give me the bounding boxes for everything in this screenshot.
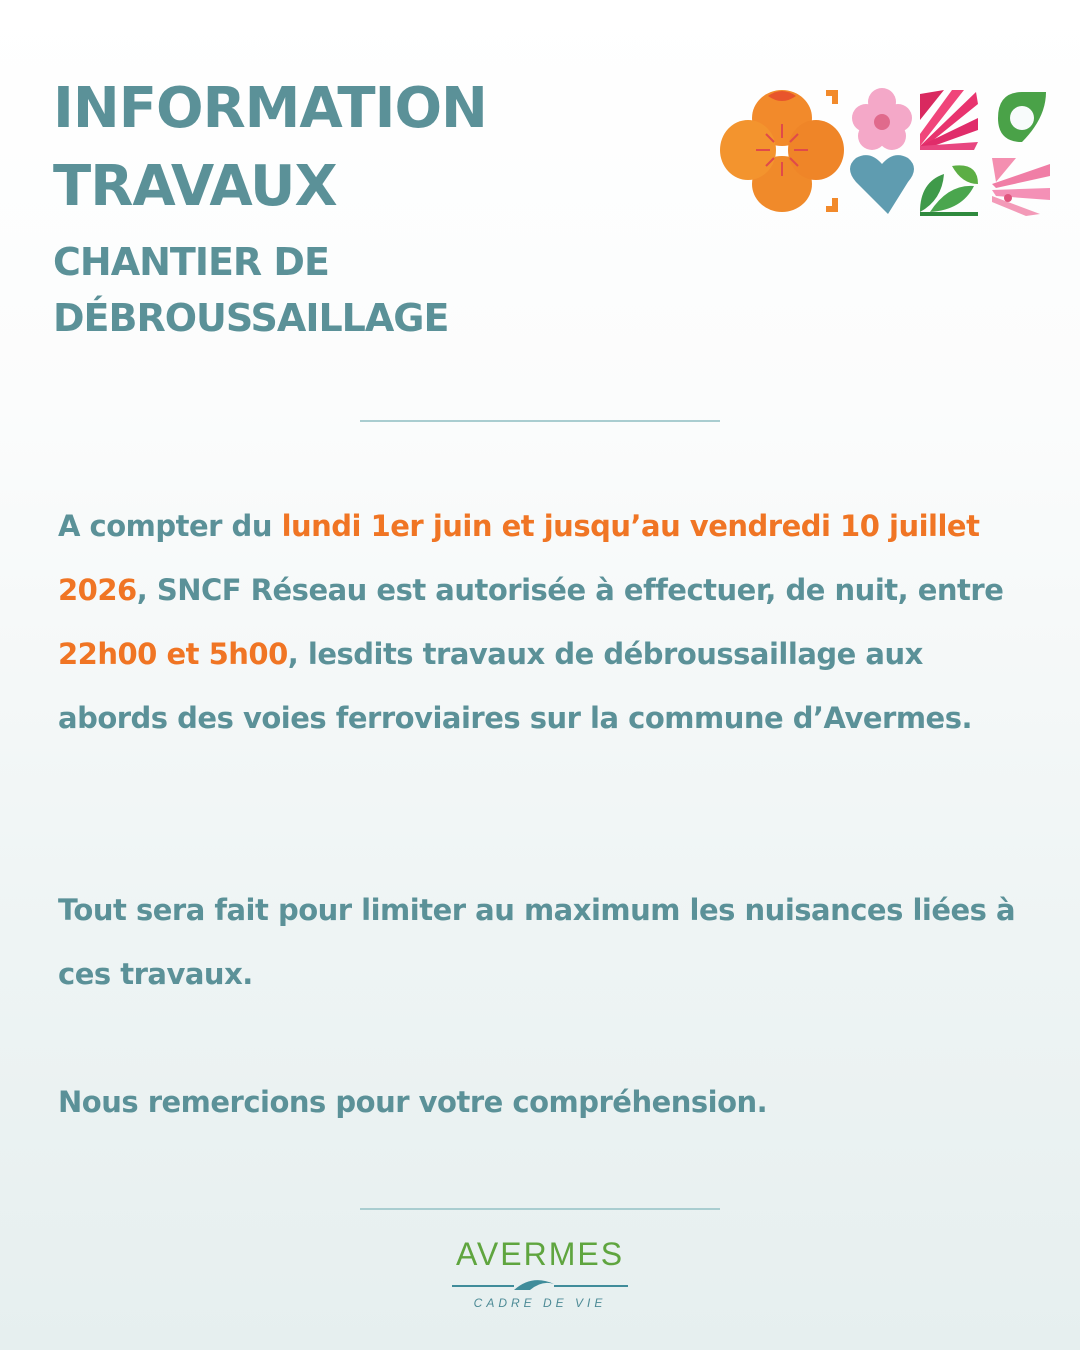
- title-line-1: INFORMATION: [53, 76, 487, 141]
- blue-heart-icon: [850, 155, 914, 214]
- orange-flower-icon: [720, 90, 844, 212]
- logo-name: AVERMES: [455, 1236, 625, 1272]
- floral-tiles-icon: [716, 84, 1054, 218]
- avermes-logo: [440, 1234, 640, 1324]
- intro-text: A compter du: [58, 509, 282, 543]
- pink-flower-icon: [852, 88, 912, 150]
- hours-highlight: 22h00 et 5h00: [58, 637, 288, 671]
- red-fan-icon: [920, 90, 978, 150]
- middle-text: , SNCF Réseau est autorisée à effectuer, de nuit, entre: [136, 573, 1004, 607]
- green-leaves-icon: [920, 165, 978, 216]
- page-title: [53, 70, 487, 226]
- bottom-divider: [360, 1208, 720, 1210]
- pink-fan-icon: [992, 158, 1050, 216]
- top-divider: [360, 420, 720, 422]
- subtitle-line-2: DÉBROUSSAILLAGE: [53, 296, 449, 340]
- closing-text: , lesdits travaux de débroussaillage aux abords des voies ferroviaires sur la commune d’Avermes.: [58, 637, 972, 735]
- logo-tagline: CADRE DE VIE: [473, 1296, 607, 1310]
- page-subtitle: [53, 234, 448, 346]
- green-leaf-icon: [998, 92, 1046, 142]
- title-line-2: TRAVAUX: [53, 154, 337, 219]
- wave-icon: [450, 1276, 630, 1292]
- main-paragraph: [58, 494, 1018, 750]
- thanks-paragraph: Nous remercions pour votre compréhension.: [58, 1085, 768, 1119]
- subtitle-line-1: CHANTIER DE: [53, 240, 329, 284]
- nuisance-paragraph: Tout sera fait pour limiter au maximum les nuisances liées à ces travaux.: [58, 893, 1016, 991]
- date-range-highlight: lundi 1er juin et jusqu’au vendredi 10 juillet 2026: [58, 509, 980, 607]
